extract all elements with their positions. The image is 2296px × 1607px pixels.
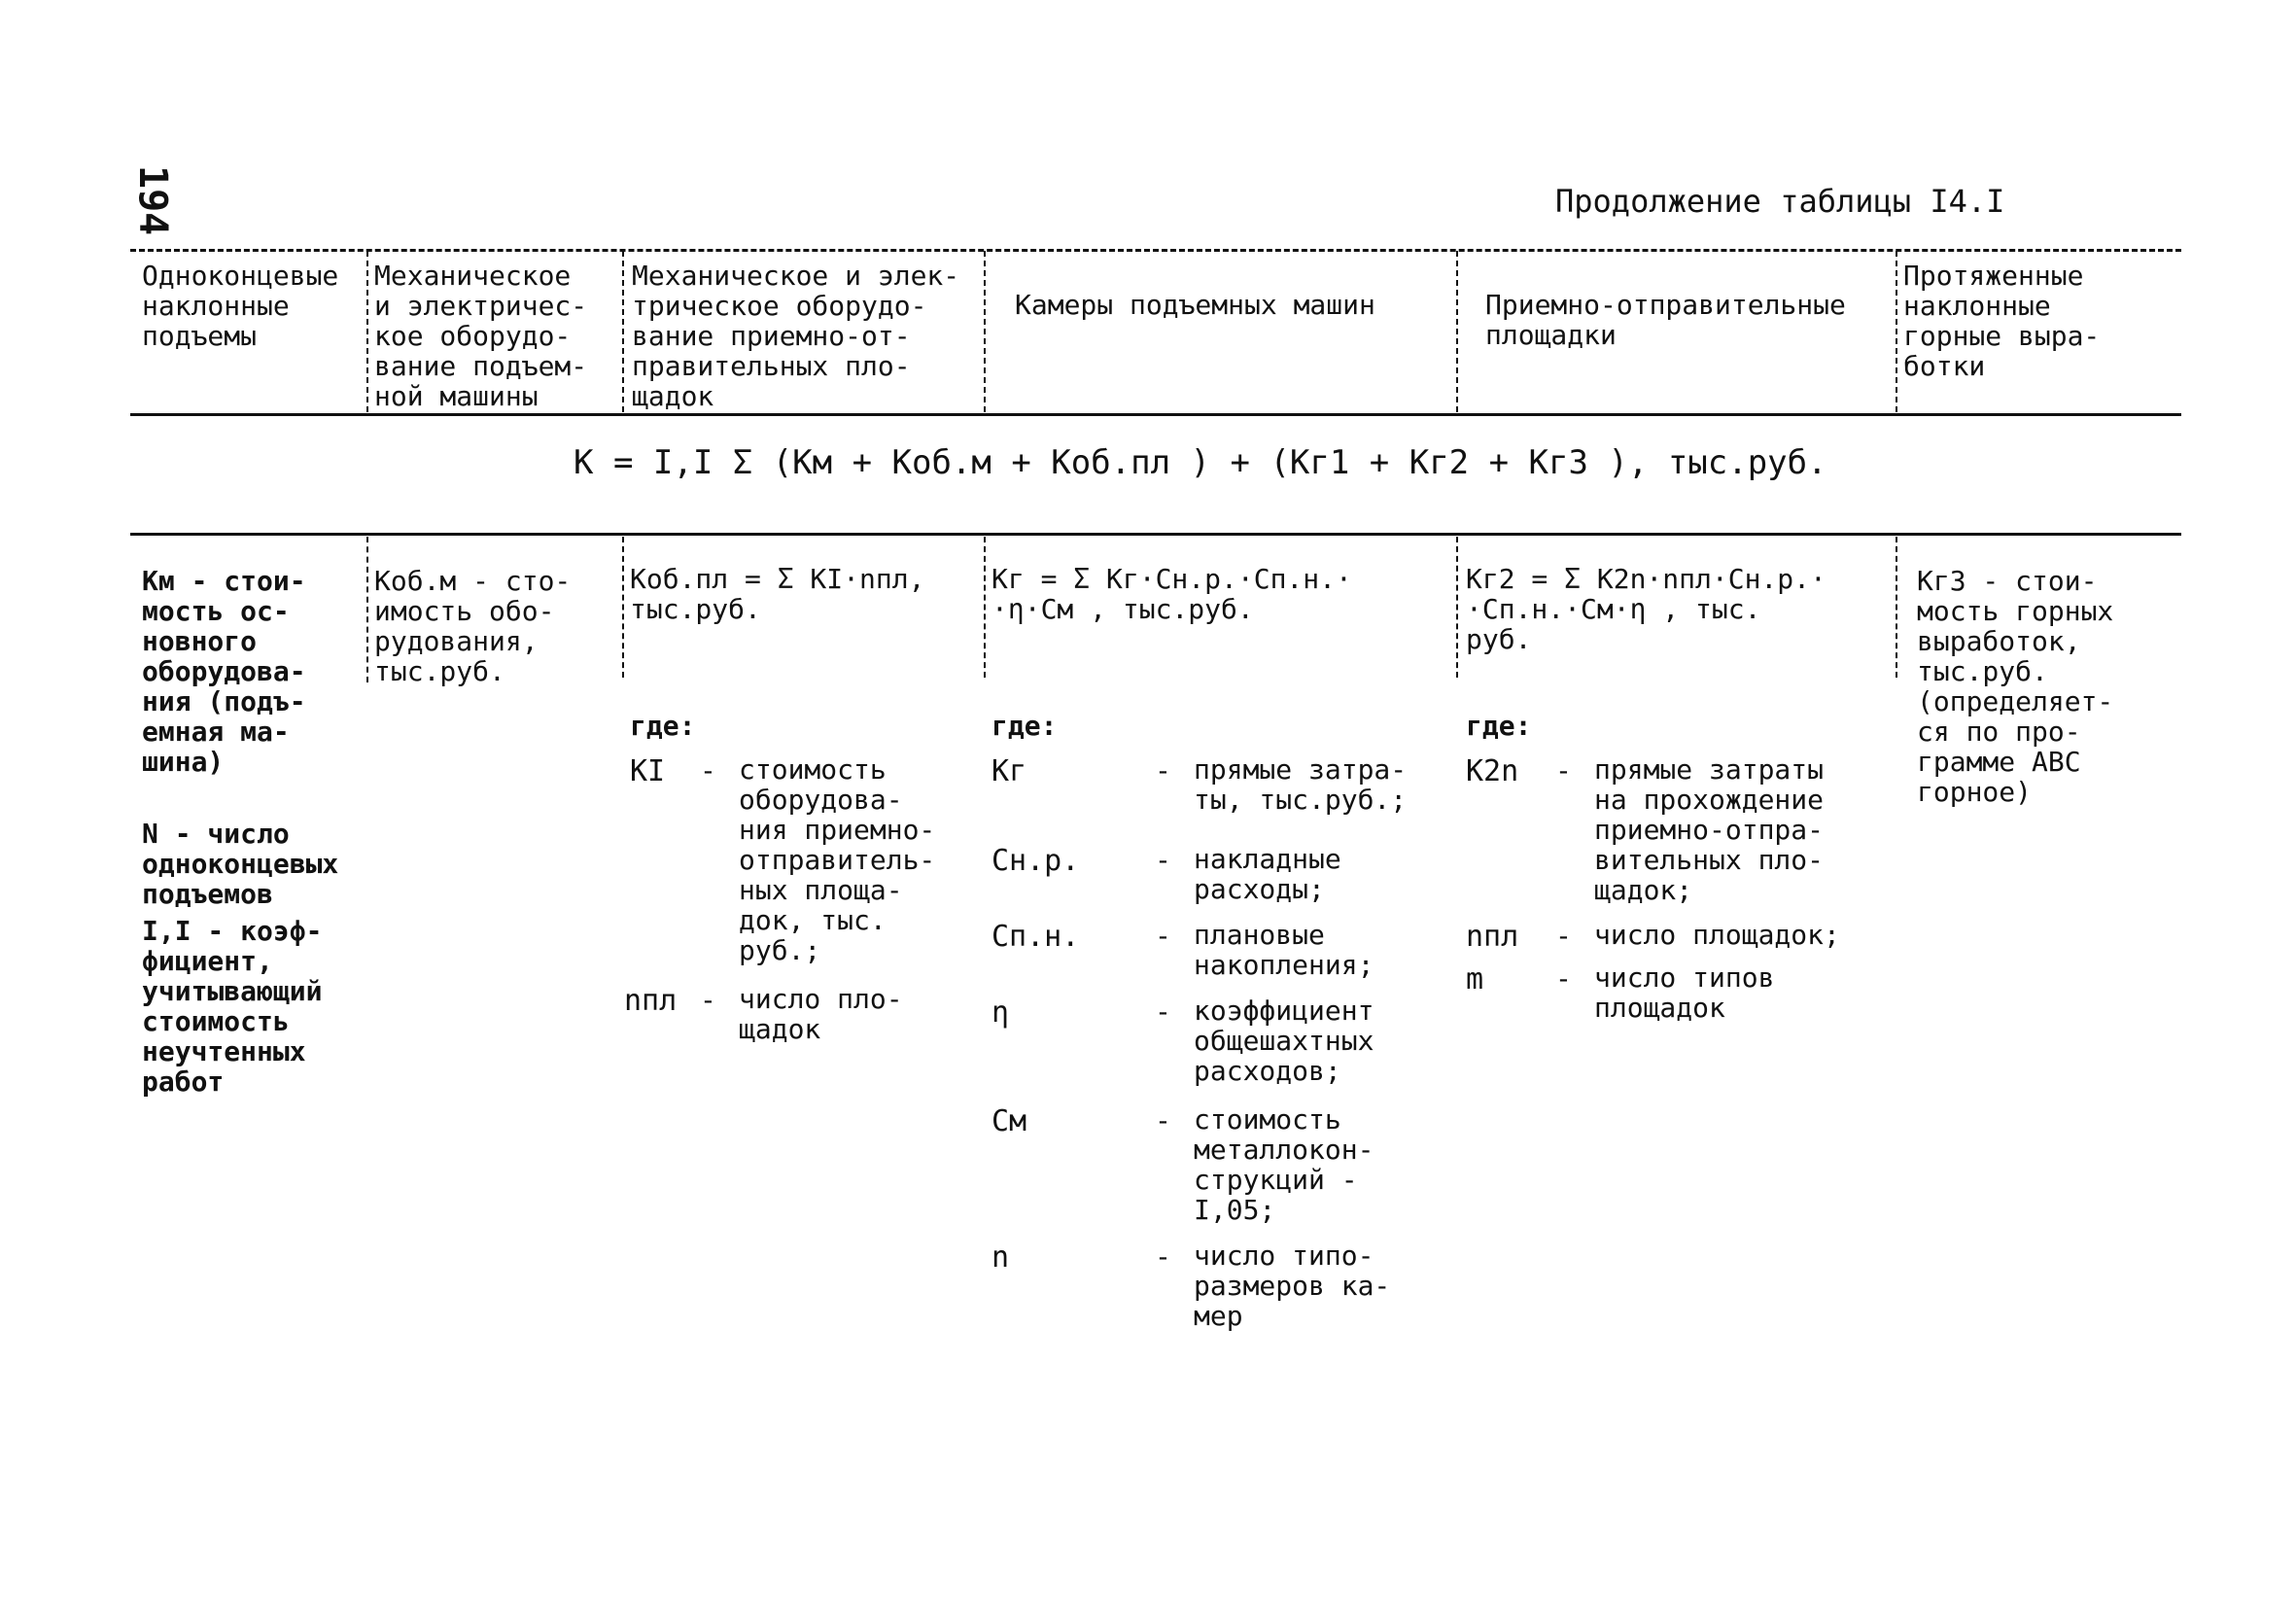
col-divider bbox=[622, 251, 624, 412]
col1-def-km: Км - стои- мость ос- новного оборудова- ния (подъ- емная ма- шина) bbox=[142, 565, 306, 778]
col4-def-kg: прямые затра- ты, тыс.руб.; bbox=[1194, 753, 1408, 816]
col4-def-eta: коэффициент общешахтных расходов; bbox=[1194, 995, 1374, 1087]
col5-sym-npl: nпл bbox=[1466, 920, 1519, 954]
col3-def-npl: число пло- щадок bbox=[739, 983, 903, 1045]
page-number: 194 bbox=[130, 165, 175, 236]
dash: - bbox=[1155, 1240, 1171, 1273]
dash: - bbox=[1155, 996, 1171, 1028]
col4-sym-snr: Сн.р. bbox=[991, 844, 1080, 878]
col-divider bbox=[622, 537, 624, 678]
header-bottom-rule bbox=[130, 413, 2181, 416]
col3-sym-k1: КI bbox=[630, 754, 666, 788]
col1-def-n: N - число одноконцевых подъемов bbox=[142, 818, 339, 910]
col-divider bbox=[984, 537, 986, 678]
col4-sym-n: n bbox=[991, 1240, 1010, 1275]
col5-sym-m: m bbox=[1466, 962, 1484, 996]
col5-where: где: bbox=[1466, 710, 1532, 742]
col-divider bbox=[1896, 537, 1897, 678]
dash: - bbox=[1155, 920, 1171, 952]
col-divider bbox=[984, 251, 986, 412]
header-col-2: Механическое и электричес- кое оборудо- вание подъем- ной машины bbox=[374, 260, 588, 412]
col4-sym-kg: Кг bbox=[991, 754, 1027, 788]
main-formula: К = I,I Σ (Км + Коб.м + Коб.пл ) + (Кг1 + Кг2 + Кг3 ), тыс.руб. bbox=[574, 443, 1827, 482]
col-divider bbox=[1456, 251, 1458, 412]
col4-sym-spn: Сп.н. bbox=[991, 920, 1080, 954]
col1-def-coef: I,I - коэф- фициент, учитывающий стоимость неучтенных работ bbox=[142, 915, 323, 1098]
col3-formula: Коб.пл = Σ КI·nпл, тыс.руб. bbox=[630, 563, 925, 625]
dash: - bbox=[700, 754, 716, 786]
formula-bottom-rule bbox=[130, 533, 2181, 536]
header-col-3: Механическое и элек- трическое оборудо- вание приемно-от- правительных пло- щадок bbox=[632, 260, 960, 412]
dash: - bbox=[1155, 1104, 1171, 1136]
col4-def-snr: накладные расходы; bbox=[1194, 843, 1341, 905]
header-col-1: Одноконцевые наклонные подъемы bbox=[142, 260, 339, 352]
table-top-rule bbox=[130, 249, 2181, 252]
col3-where: где: bbox=[630, 710, 696, 742]
col5-formula: Кг2 = Σ К2n·nпл·Сн.р.· ·Сп.н.·См·η , тыс. руб. bbox=[1466, 563, 1826, 655]
dash: - bbox=[1555, 754, 1572, 786]
col-divider bbox=[1456, 537, 1458, 678]
col4-def-n: число типо- размеров ка- мер bbox=[1194, 1240, 1391, 1332]
col4-sym-eta: η bbox=[991, 996, 1010, 1030]
dash: - bbox=[1155, 754, 1171, 786]
col4-def-spn: плановые накопления; bbox=[1194, 919, 1374, 981]
dash: - bbox=[1555, 920, 1572, 952]
col2-def-kobm: Коб.м - сто- имость обо- рудования, тыс.руб. bbox=[374, 565, 572, 687]
col5-sym-k2n: К2n bbox=[1466, 754, 1519, 788]
header-col-6: Протяженные наклонные горные выра- ботки bbox=[1903, 260, 2101, 382]
table-continuation-title: Продолжение таблицы I4.I bbox=[1555, 183, 2005, 220]
col5-def-k2n: прямые затраты на прохождение приемно-отпра- вительных пло- щадок; bbox=[1594, 753, 1825, 906]
col4-formula: Кг = Σ Кг·Сн.р.·Сп.н.· ·η·См , тыс.руб. bbox=[991, 563, 1352, 625]
dash: - bbox=[1555, 962, 1572, 995]
col5-def-npl: число площадок; bbox=[1594, 919, 1840, 951]
col5-def-m: число типов площадок bbox=[1594, 961, 1775, 1024]
header-col-5: Приемно-отправительные площадки bbox=[1485, 289, 1846, 351]
header-col-4: Камеры подъемных машин bbox=[1015, 289, 1375, 321]
col3-def-k1: стоимость оборудова- ния приемно- отправитель- ных площа- док, тыс. руб.; bbox=[739, 753, 936, 966]
col-divider bbox=[366, 251, 368, 412]
dash: - bbox=[700, 984, 716, 1016]
col-divider bbox=[1896, 251, 1897, 412]
col-divider bbox=[366, 537, 368, 682]
col6-def-kg3: Кг3 - стои- мость горных выработок, тыс.руб. (определяет- ся по про- грамме АВС горное) bbox=[1917, 565, 2114, 808]
col3-sym-npl: nпл bbox=[624, 984, 678, 1018]
dash: - bbox=[1155, 844, 1171, 876]
col4-sym-sm: См bbox=[991, 1104, 1027, 1138]
col4-def-sm: стоимость металлокон- струкций - I,05; bbox=[1194, 1103, 1374, 1226]
col4-where: где: bbox=[991, 710, 1058, 742]
